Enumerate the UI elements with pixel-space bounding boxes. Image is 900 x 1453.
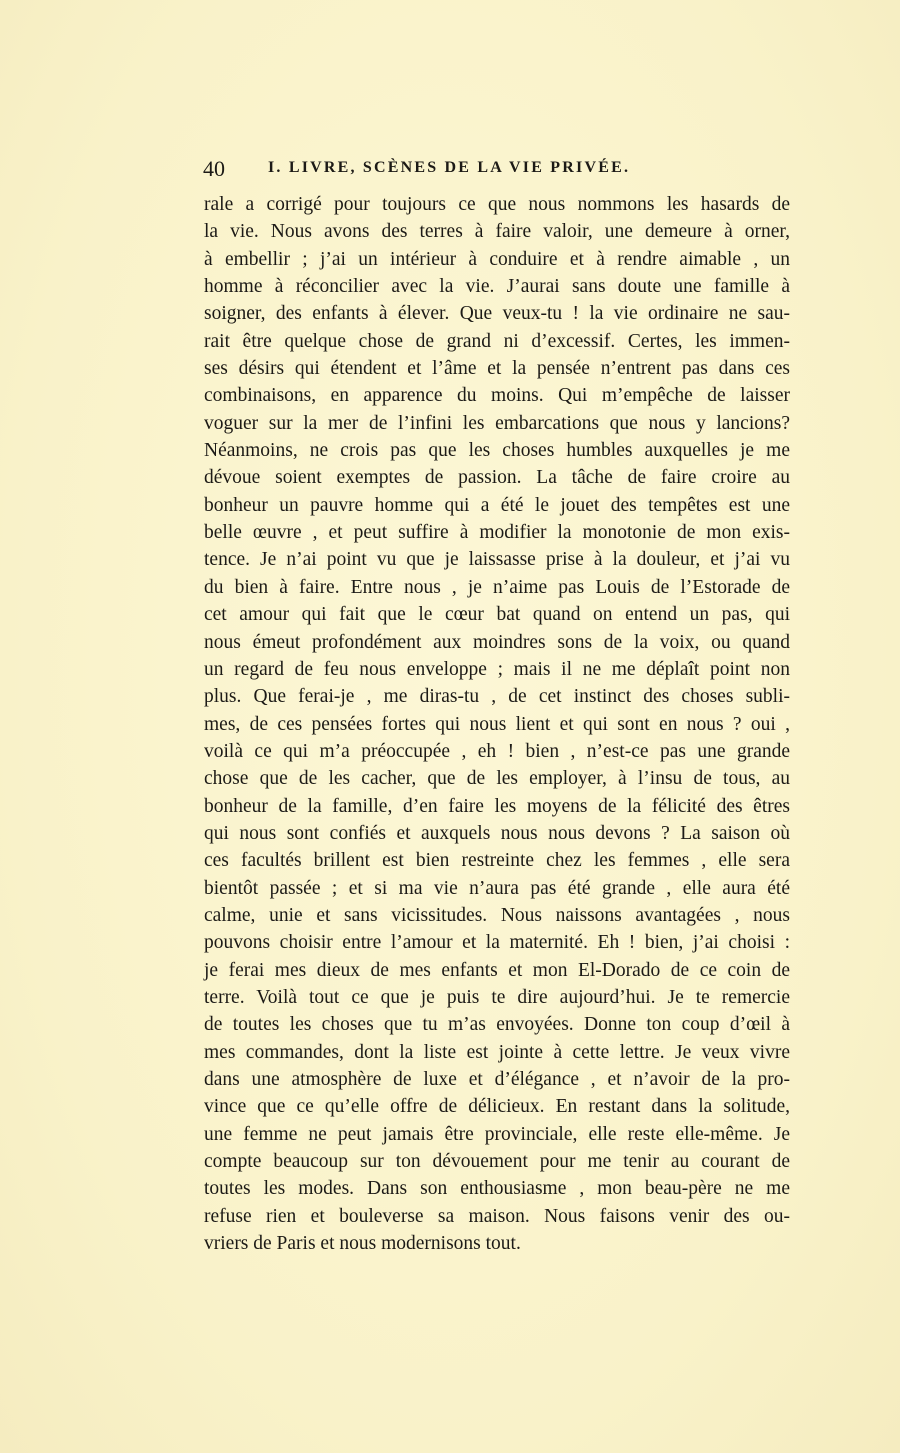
text-line: la vie. Nous avons des terres à faire valoir, une demeure à orner, xyxy=(204,221,790,243)
text-line: du bien à faire. Entre nous , je n’aime pas Louis de l’Estorade de xyxy=(204,576,790,598)
text-line: une femme ne peut jamais être provinciale, elle reste elle-même. Je xyxy=(204,1123,790,1145)
text-line: pouvons choisir entre l’amour et la maternité. Eh ! bien, j’ai choisi : xyxy=(204,932,790,954)
text-line: toutes les modes. Dans son enthousiasme , mon beau-père ne me xyxy=(204,1178,790,1200)
text-line: calme, unie et sans vicissitudes. Nous naissons avantagées , nous xyxy=(204,904,790,926)
running-title: I. LIVRE, SCÈNES DE LA VIE PRIVÉE. xyxy=(268,159,631,176)
text-line: voilà ce qui m’a préoccupée , eh ! bien , n’est-ce pas une grande xyxy=(204,740,790,762)
text-line: je ferai mes dieux de mes enfants et mon El-Dorado de ce coin de xyxy=(204,959,790,981)
text-line: de toutes les choses que tu m’as envoyées. Donne ton coup d’œil à xyxy=(204,1014,790,1036)
text-line: rait être quelque chose de grand ni d’excessif. Certes, les immen- xyxy=(204,330,790,352)
text-line: combinaisons, en apparence du moins. Qui m’empêche de laisser xyxy=(204,385,790,407)
text-line: voguer sur la mer de l’infini les embarcations que nous y lancions? xyxy=(204,412,790,434)
text-line: refuse rien et bouleverse sa maison. Nous faisons venir des ou- xyxy=(204,1205,790,1227)
text-line: dévoue soient exemptes de passion. La tâche de faire croire au xyxy=(204,467,790,489)
text-line: rale a corrigé pour toujours ce que nous nommons les hasards de xyxy=(204,194,790,215)
text-line: compte beaucoup sur ton dévouement pour me tenir au courant de xyxy=(204,1151,790,1173)
text-line: un regard de feu nous enveloppe ; mais il ne me déplaît point non xyxy=(204,658,790,680)
text-line: plus. Que ferai-je , me diras-tu , de cet instinct des choses subli- xyxy=(204,686,790,708)
text-line: nous émeut profondément aux moindres sons de la voix, ou quand xyxy=(204,631,790,653)
text-line: vriers de Paris et nous modernisons tout. xyxy=(204,1233,521,1255)
text-line: ses désirs qui étendent et l’âme et la pensée n’entrent pas dans ces xyxy=(204,358,790,380)
text-line: à embellir ; j’ai un intérieur à conduire et à rendre aimable , un xyxy=(204,248,790,270)
text-line: soigner, des enfants à élever. Que veux-tu ! la vie ordinaire ne sau- xyxy=(204,303,790,325)
text-line: bientôt passée ; et si ma vie n’aura pas été grande , elle aura été xyxy=(204,877,790,899)
body-text xyxy=(204,191,790,1257)
text-line: chose que de les cacher, que de les employer, à l’insu de tous, au xyxy=(204,768,790,790)
text-line: bonheur un pauvre homme qui a été le jouet des tempêtes est une xyxy=(204,494,790,516)
text-line: bonheur de la famille, d’en faire les moyens de la félicité des êtres xyxy=(204,795,790,817)
text-line: mes, de ces pensées fortes qui nous lient et qui sont en nous ? oui , xyxy=(204,713,790,735)
page-number: 40 xyxy=(203,156,225,181)
text-line: ces facultés brillent est bien restreinte chez les femmes , elle sera xyxy=(204,850,790,872)
text-line: tence. Je n’ai point vu que je laissasse prise à la douleur, et j’ai vu xyxy=(204,549,790,571)
text-line: vince que ce qu’elle offre de délicieux. En restant dans la solitude, xyxy=(204,1096,790,1118)
text-line: qui nous sont confiés et auxquels nous nous devons ? La saison où xyxy=(204,822,790,844)
text-line: homme à réconcilier avec la vie. J’aurai sans doute une famille à xyxy=(204,276,790,298)
text-line: Néanmoins, ne crois pas que les choses humbles auxquelles je me xyxy=(204,440,790,462)
text-line: terre. Voilà tout ce que je puis te dire aujourd’hui. Je te remercie xyxy=(204,986,790,1008)
text-line: cet amour qui fait que le cœur bat quand on entend un pas, qui xyxy=(204,604,790,626)
text-line: mes commandes, dont la liste est jointe à cette lettre. Je veux vivre xyxy=(204,1041,790,1063)
text-line: dans une atmosphère de luxe et d’élégance , et n’avoir de la pro- xyxy=(204,1069,790,1090)
page-header xyxy=(203,156,788,186)
text-line: belle œuvre , et peut suffire à modifier la monotonie de mon exis- xyxy=(204,522,790,544)
